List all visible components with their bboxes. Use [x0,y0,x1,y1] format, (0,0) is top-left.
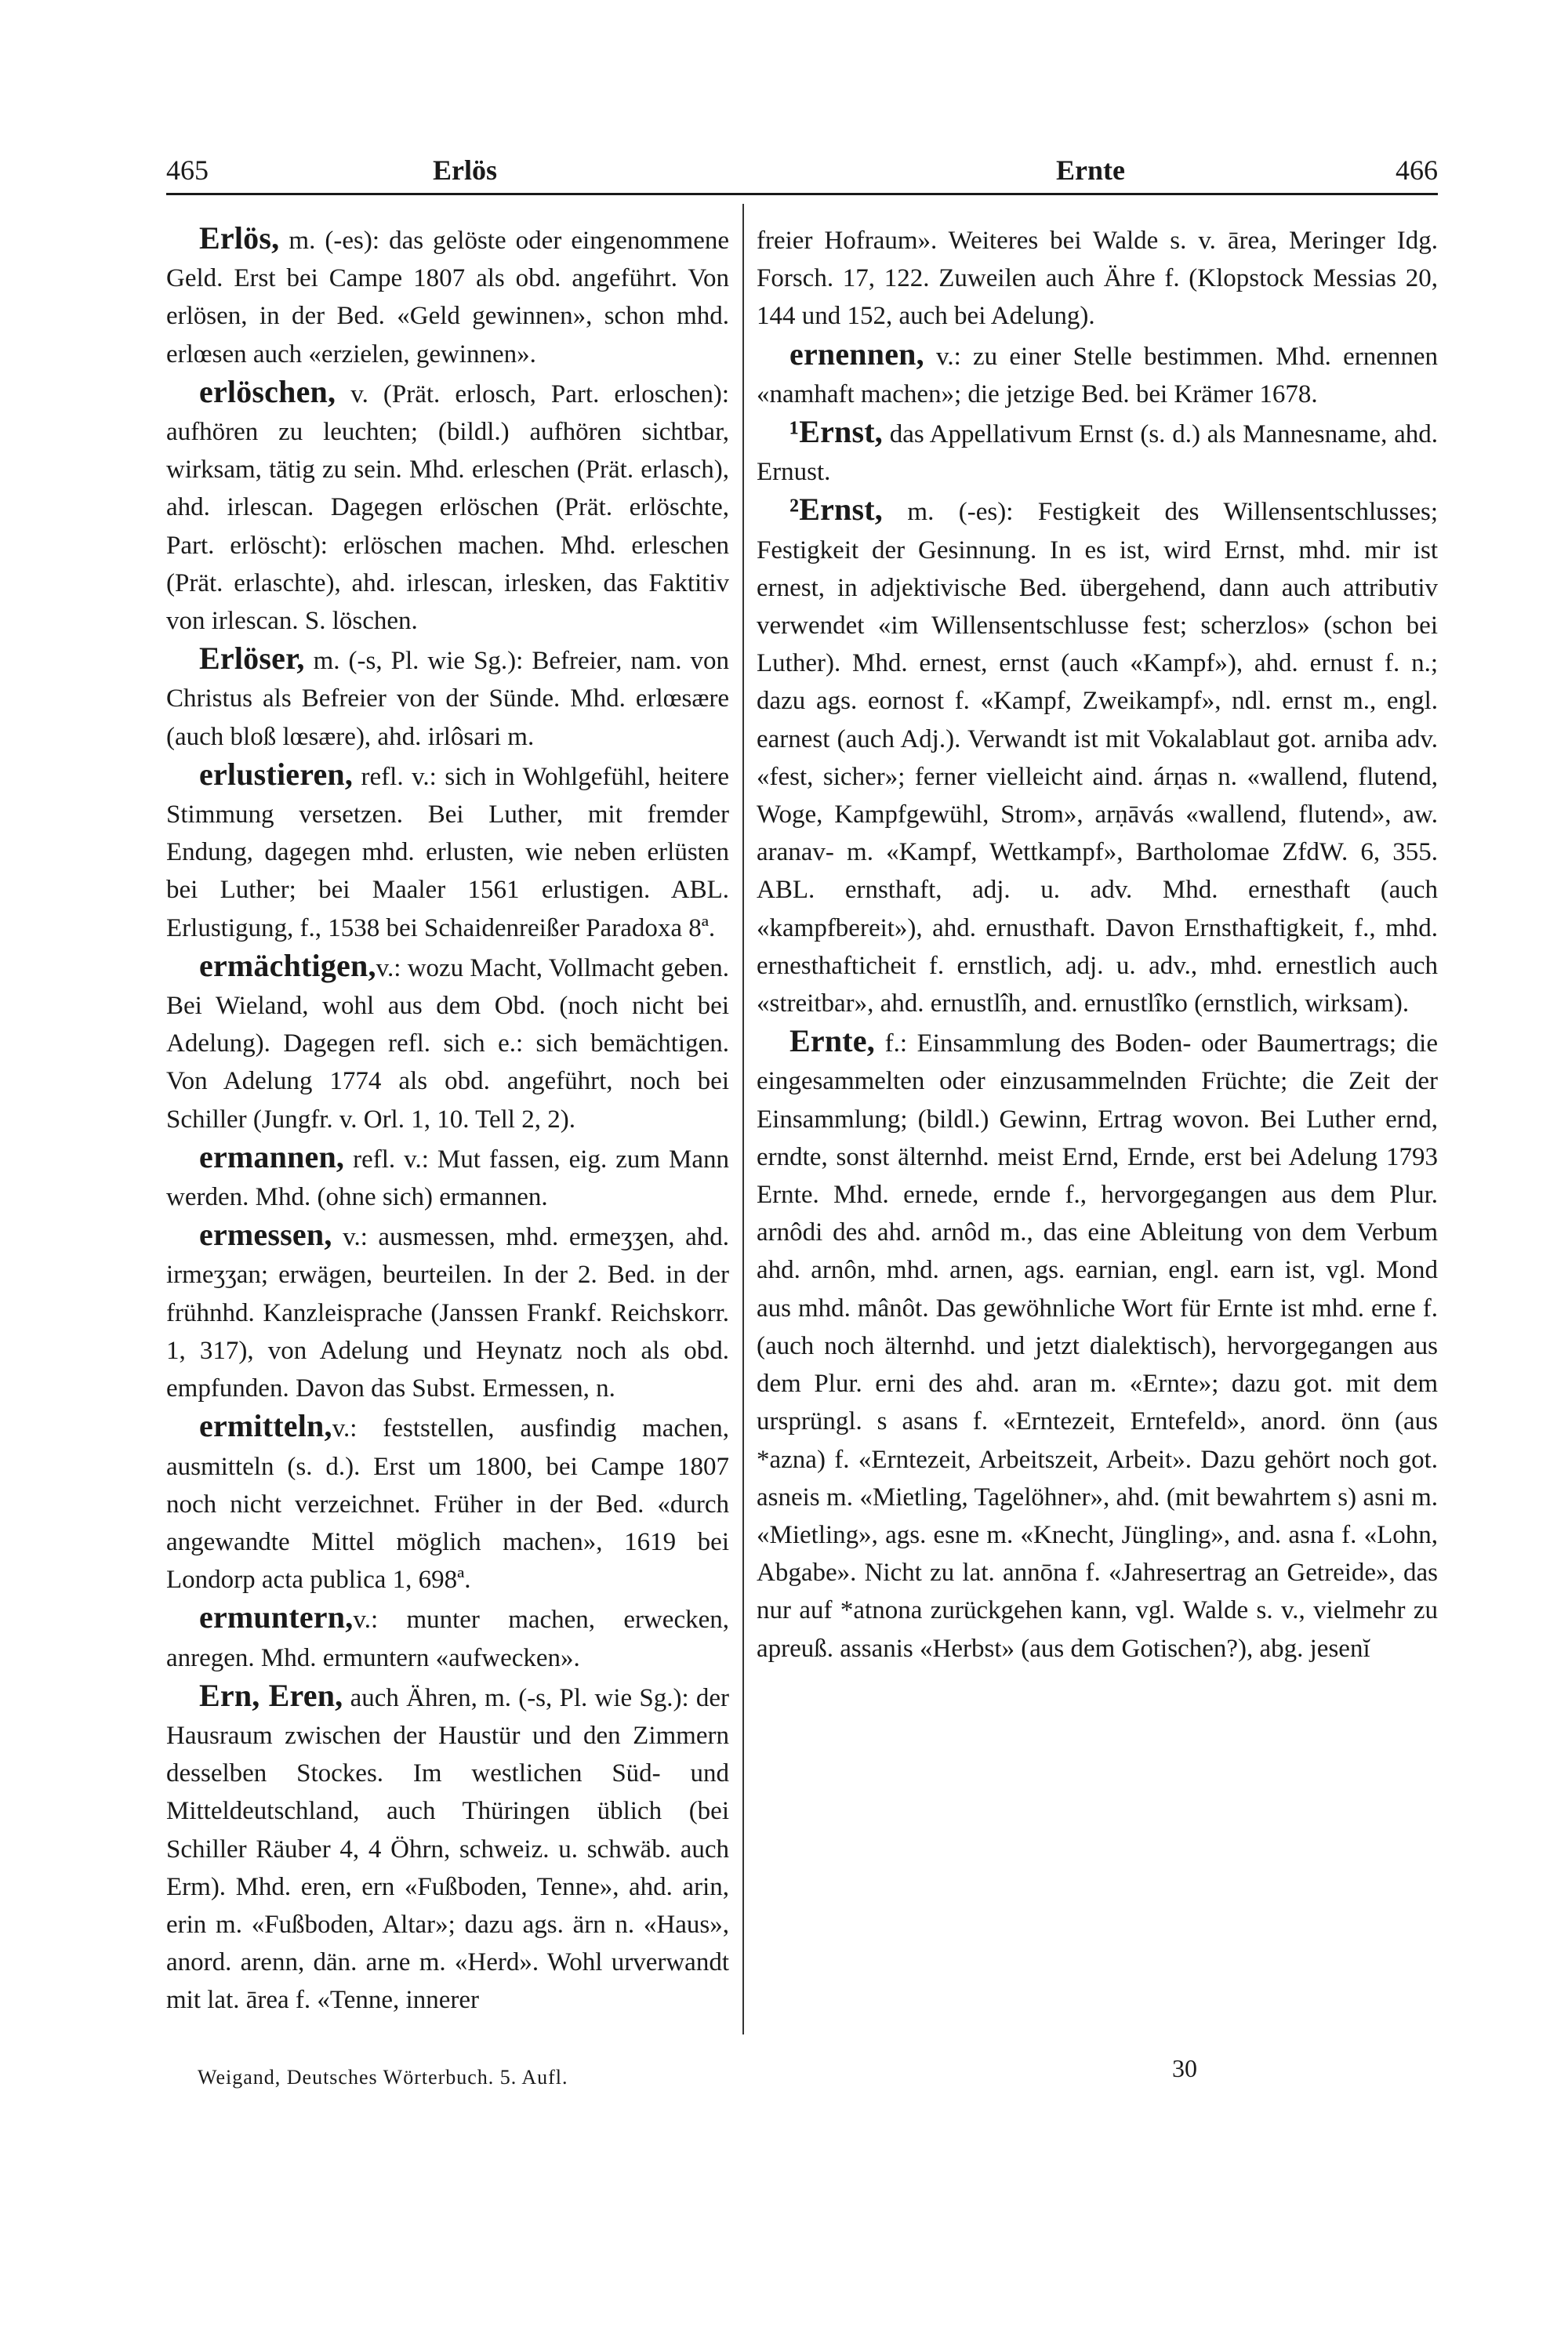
entry [166,947,729,1138]
left-column [166,220,729,2046]
entry-headword: ermessen, [199,1217,332,1253]
entry-text: refl. v.: sich in Wohlgefühl, heitere Stimmung versetzen. Bei Luther, mit fremder Endung, dagegen mhd. erlusten, wie neben erlüsten bei Luther; bei Maaler 1561 erlustigen. ABL. Erlustigung, f., 1538 bei Schaidenreißer Paradoxa 8ª. [166,762,729,942]
entry [166,1407,729,1599]
entry-headword: erlustieren, [199,756,354,792]
entry-continuation [757,220,1438,336]
entry-text: auch Ähren, m. (-s, Pl. wie Sg.): der Hausraum zwischen der Haustür und den Zimmern desselben Stockes. Im westlichen Süd- und Mitteldeutschland, auch Thüringen üblich (bei Schiller Räuber 4, 4 Öhrn, schweiz. u. schwäb. auch Erm). Mhd. eren, ern «Fußboden, Tenne», ahd. arin, erin m. «Fußboden, Altar»; dazu ags. ärn n. «Haus», anord. arenn, dän. arne m. «Herd». Wohl urverwandt mit lat. ārea f. «Tenne, innerer [166,1683,729,2015]
entry-text: v.: zu einer Stelle bestimmen. Mhd. ernennen «namhaft machen»; die jetzige Bed. bei Krämer 1678. [757,342,1438,408]
entry [166,1138,729,1216]
entry-text: m. (-es): Festigkeit des Willensentschlusses; Festigkeit der Gesinnung. In es ist, wird Ernst, mhd. mir ist ernest, in adjektivische Bed. übergehend, dann auch attributiv verwendet «im Willensentschlusse fest; scherzlos» (schon bei Luther). Mhd. ernest, ernst (auch «Kampf»), ahd. ernust f. n.; dazu ags. eornost f. «Kampf, Zweikampf», ndl. ernst m., engl. earnest (auch Adj.). Verwandt ist mit Vokalablaut got. arniba adv. «fest, sicher»; ferner vielleicht aind. árṇas n. «wallend, flutend, Woge, Kampfgewühl, Strom», arṇāvás «wallend, flutend», aw. aranav- m. «Kampf, Wettkampf», Bartholomae ZfdW. 6, 355. ABL. ernsthaft, adj. u. adv. Mhd. ernesthaft (auch «kampfbereit»), ahd. ernusthaft. Davon Ernsthaftigkeit, f., mhd. ernesthafticheit f. ernstlich, adj. u. adv., mhd. ernestlich auch «streitbar», ahd. ernustlîh, and. ernustlîko (ernstlich, wirksam). [757,498,1438,1018]
entry-headword: ²Ernst, [789,492,883,528]
column-divider [742,204,744,2034]
entry [166,756,729,947]
right-column [757,220,1438,2046]
entry-text: v.: munter machen, erwecken, anregen. Mhd. ermuntern «aufwecken». [166,1606,729,1672]
entry [166,1599,729,1676]
entry-text: v.: feststellen, ausfindig machen, ausmitteln (s. d.). Erst um 1800, bei Campe 1807 noch nicht verzeichnet. Früher in der Bed. «durch angewandte Mittel möglich machen», 1619 bei Londorp acta publica 1, 698ª. [166,1414,729,1595]
entry-text: refl. v.: Mut fassen, eig. zum Mann werden. Mhd. (ohne sich) ermannen. [166,1145,729,1212]
entry-headword: ernennen, [789,336,924,372]
entry-text: freier Hofraum». Weiteres bei Walde s. v. ārea, Meringer Idg. Forsch. 17, 122. Zuweilen auch Ähre f. (Klopstock Messias 20, 144 und 152, auch bei Adelung). [757,227,1438,331]
entry-headword: ermitteln, [199,1408,332,1444]
page-number-right: 466 [1396,154,1438,186]
entry-headword: Ernte, [789,1023,875,1059]
entry [166,220,729,373]
entry-text: f.: Einsammlung des Boden- oder Baumertrags; die eingesammelten oder einzusammelnden Früchte; die Zeit der Einsammlung; (bildl.) Gewinn, Ertrag wovon. Bei Luther ernd, erndte, sonst älternhd. meist Ernd, Ernde, erst bei Adelung 1793 Ernte. Mhd. ernede, ernde f., hervorgegangen aus dem Plur. arnôdi des ahd. arnôd m., das eine Ableitung von dem Verbum ahd. arnôn, mhd. arnen, ags. earnian, engl. earn ist, vgl. Mond aus mhd. mânôt. Das gewöhnliche Wort für Ernte ist mhd. erne f. (auch noch älternhd. und jetzt dialektisch), hervorgegangen aus dem Plur. erni des ahd. aran m. «Ernte»; dazu got. mit dem ursprüngl. s asans f. «Erntezeit, Erntefeld», anord. önn (aus *azna) f. «Erntezeit, Arbeitszeit, Arbeit». Dazu gehört noch got. asneis m. «Mietling, Tagelöhner», ahd. (mit bewahrtem s) asni m. «Mietling», ags. esne m. «Knecht, Jüngling», and. asna f. «Lohn, Abgabe». Nicht zu lat. annōna f. «Jahresertrag an Getreide», das nur auf *atnona zurückgehen kann, vgl. Walde s. v., vielmehr zu apreuß. assanis «Herbst» (aus dem Gotischen?), abg. jesenĭ [757,1029,1438,1663]
header-rule [166,193,1438,195]
entry-text: das Appellativum Ernst (s. d.) als Mannesname, ahd. Ernust. [757,420,1438,487]
entry-headword: Erlös, [199,220,280,256]
entry-headword: ermächtigen, [199,947,376,983]
entry [166,1216,729,1407]
entry-headword: Erlöser, [199,641,305,677]
entry-headword: erlöschen, [199,373,336,409]
running-head-right: Ernte [1056,154,1125,186]
entry-text: m. (-s, Pl. wie Sg.): Befreier, nam. von Christus als Befreier von der Sünde. Mhd. erlœsære (auch bloß lœsære), ahd. irlôsari m. [166,647,729,751]
entry-headword: Ern, Eren, [199,1677,343,1713]
signature-mark: 30 [1172,2054,1197,2082]
entry-text: v. (Prät. erlosch, Part. erloschen): aufhören zu leuchten; (bildl.) aufhören sichtbar, wirksam, tätig zu sein. Mhd. erleschen (Prät. erlasch), ahd. irlescan. Dagegen erlöschen (Prät. erlöschte, Part. erlöscht): erlöschen machen. Mhd. erleschen (Prät. erlaschte), ahd. irlescan, irlesken, das Faktitiv von irlescan. S. löschen. [166,379,729,636]
entry [757,336,1438,413]
running-head-left: Erlös [433,154,498,186]
entry [757,1022,1438,1667]
entry-text: m. (-es): das gelöste oder eingenommene Geld. Erst bei Campe 1807 als obd. angeführt. Von erlösen, in der Bed. «Geld gewinnen», schon mhd. erlœsen auch «erzielen, gewinnen». [166,227,729,368]
entry [757,413,1438,491]
entry-text: v.: ausmessen, mhd. ermeʒʒen, ahd. irmeʒʒan; erwägen, beurteilen. In der 2. Bed. in der frühnhd. Kanzleisprache (Janssen Frankf. Reichskorr. 1, 317), von Adelung und Heynatz noch als obd. empfunden. Davon das Subst. Ermessen, n. [166,1223,729,1403]
page-number-left: 465 [166,154,209,186]
entry [166,373,729,640]
entry [757,491,1438,1022]
entry-headword: ermuntern, [199,1599,354,1635]
entry-headword: ¹Ernst, [789,414,883,450]
entry [166,640,729,756]
footer-imprint: Weigand, Deutsches Wörterbuch. 5. Aufl. [198,2066,568,2089]
entry-headword: ermannen, [199,1138,345,1174]
entry [166,1677,729,2020]
entry-text: v.: wozu Macht, Vollmacht geben. Bei Wieland, wohl aus dem Obd. (noch nicht bei Adelung). Dagegen refl. sich e.: sich bemächtigen. Von Adelung 1774 als obd. angeführt, noch bei Schiller (Jungfr. v. Orl. 1, 10. Tell 2, 2). [166,953,729,1134]
